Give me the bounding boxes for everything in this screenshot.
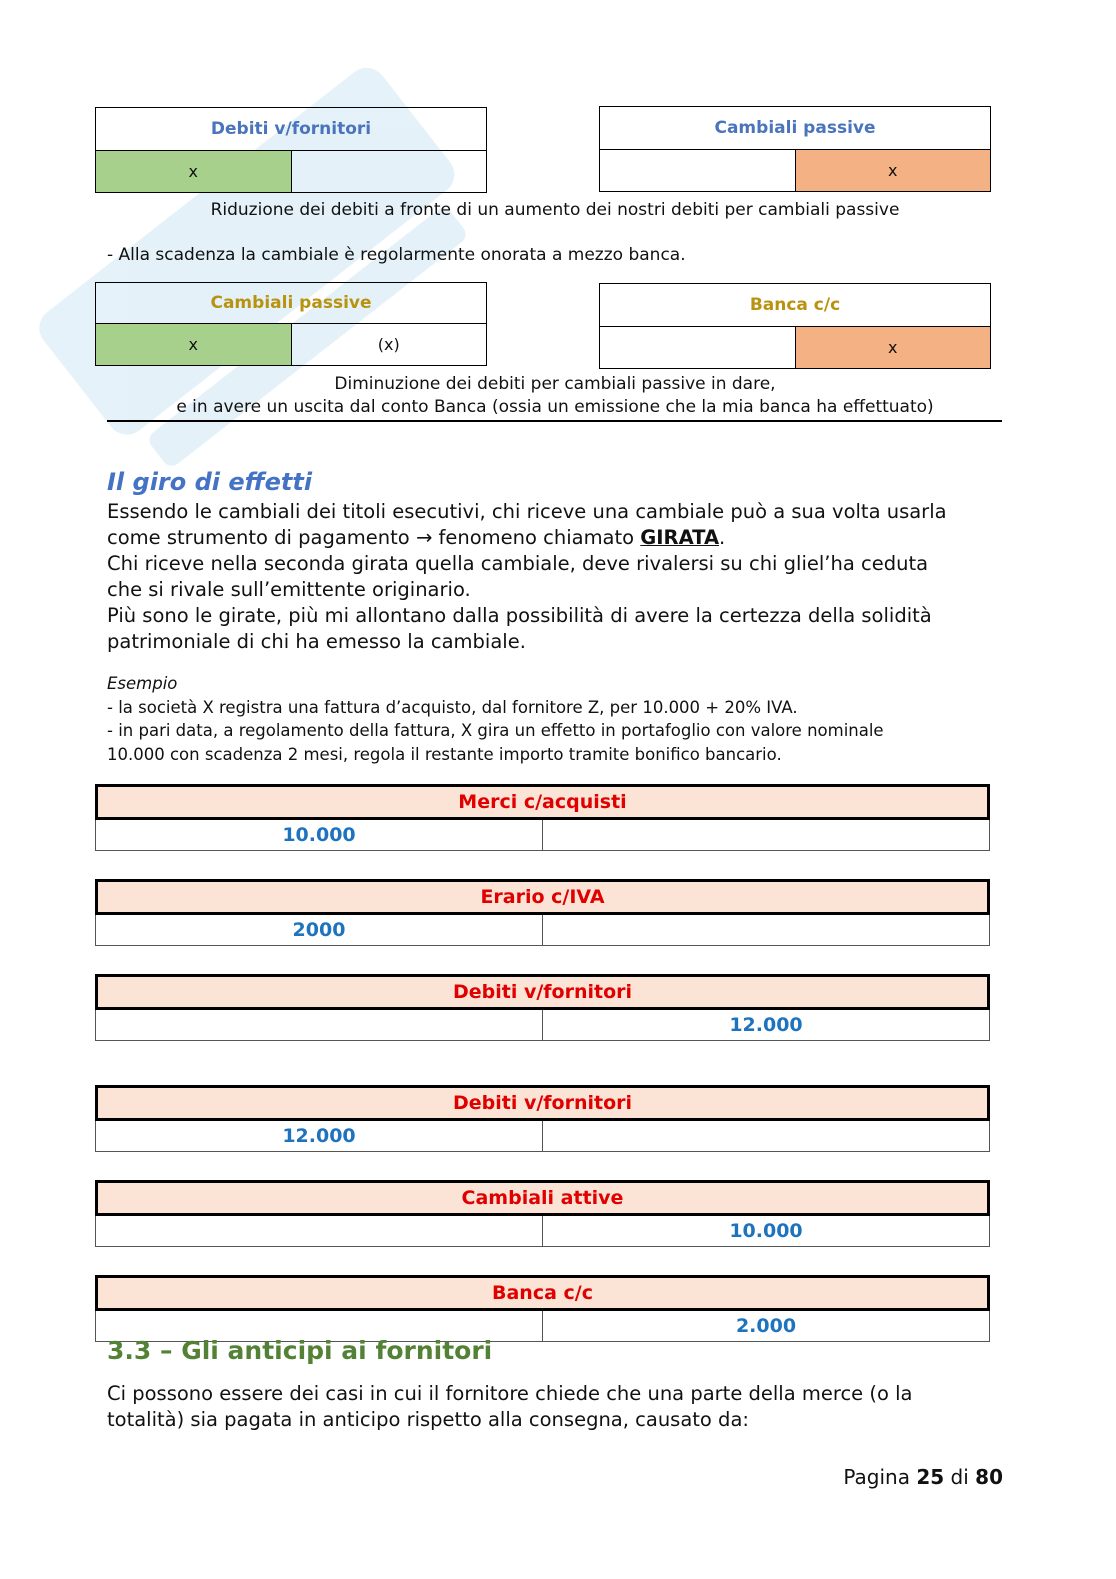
example-label: Esempio xyxy=(107,674,178,693)
ledger-title: Merci c/acquisti xyxy=(95,784,990,820)
t-account-title: Cambiali passive xyxy=(96,283,486,324)
ledger-title: Erario c/IVA xyxy=(95,879,990,915)
ledger-avere: 10.000 xyxy=(729,1220,803,1242)
t-account-cambiali-passive xyxy=(599,106,991,192)
ledger-dare: 2000 xyxy=(96,915,543,945)
ledger-title: Debiti v/fornitori xyxy=(95,974,990,1010)
t-account-title: Banca c/c xyxy=(600,284,990,327)
note-scadenza: - Alla scadenza la cambiale è regolarmente onorata a mezzo banca. xyxy=(107,245,686,265)
ledger-avere xyxy=(543,915,989,945)
page-total: 80 xyxy=(975,1465,1003,1489)
text-line: - la società X registra una fattura d’acquisto, dal fornitore Z, per 10.000 + 20% IVA. xyxy=(107,697,798,717)
t-account-title: Cambiali passive xyxy=(600,107,990,150)
ledger-title: Debiti v/fornitori xyxy=(95,1085,990,1121)
text-line: totalità) sia pagata in anticipo rispetto alla consegna, causato da: xyxy=(107,1408,749,1431)
t-account-avere xyxy=(292,151,487,192)
caption-riduzione-debiti: Riduzione dei debiti a fronte di un aumento dei nostri debiti per cambiali passive xyxy=(210,200,900,220)
text-segment: fenomeno chiamato xyxy=(438,526,635,549)
text-line: patrimoniale di chi ha emesso la cambiale. xyxy=(107,630,526,653)
t-account-dare: x xyxy=(96,151,292,192)
t-account-banca-cc xyxy=(599,283,991,369)
t-account-avere: x xyxy=(796,327,991,368)
t-account-avere: (x) xyxy=(377,335,400,354)
heading-giro-effetti: Il giro di effetti xyxy=(107,468,313,496)
ledger-dare xyxy=(96,1010,543,1040)
text-line: Essendo le cambiali dei titoli esecutivi, chi riceve una cambiale può a sua volta usarla xyxy=(107,500,947,523)
ledger-debiti-fornitori-2 xyxy=(95,1085,990,1152)
ledger-erario-iva xyxy=(95,879,990,946)
text-line: Più sono le girate, più mi allontano dalla possibilità di avere la certezza della solidità xyxy=(107,604,932,627)
ledger-cambiali-attive xyxy=(95,1180,990,1247)
t-account-dare: x xyxy=(96,324,292,365)
ledger-debiti-fornitori xyxy=(95,974,990,1041)
text-segment: . xyxy=(719,526,726,549)
text-segment: come strumento di pagamento xyxy=(107,526,410,549)
page-prefix: Pagina xyxy=(843,1465,910,1489)
ledger-dare xyxy=(96,1216,543,1246)
caption-diminuzione-debiti xyxy=(95,373,1015,419)
t-account-avere: x xyxy=(796,150,991,191)
girata-term: GIRATA xyxy=(640,526,720,549)
text-line: - in pari data, a regolamento della fattura, X gira un effetto in portafoglio con valore nominale xyxy=(107,721,884,740)
text-line: Chi riceve nella seconda girata quella cambiale, deve rivalersi su chi gliel’ha ceduta xyxy=(107,552,929,575)
t-account-debiti-fornitori xyxy=(95,107,487,193)
text-line: che si rivale sull’emittente originario. xyxy=(107,578,471,601)
section-paragraph xyxy=(107,1381,1007,1433)
page-of: di xyxy=(950,1465,969,1489)
ledger-merci-acquisti xyxy=(95,784,990,851)
t-account-cambiali-passive-2 xyxy=(95,282,487,366)
ledger-title: Cambiali attive xyxy=(95,1180,990,1216)
ledger-banca-cc xyxy=(95,1275,990,1342)
t-account-title: Debiti v/fornitori xyxy=(96,108,486,151)
ledger-avere: 2.000 xyxy=(735,1315,797,1337)
arrow-right-icon: → xyxy=(415,526,433,549)
divider xyxy=(107,420,1002,422)
t-account-dare xyxy=(600,150,796,191)
example-block xyxy=(107,672,1007,766)
ledger-avere xyxy=(543,1121,989,1151)
t-account-dare xyxy=(600,327,796,368)
paragraph-giro xyxy=(107,499,1007,655)
text-line xyxy=(107,525,1007,551)
caption-line: Diminuzione dei debiti per cambiali passive in dare, xyxy=(334,374,776,394)
page-number xyxy=(843,1465,1003,1489)
ledger-dare: 10.000 xyxy=(96,820,543,850)
caption-line: e in avere un uscita dal conto Banca (ossia un emissione che la mia banca ha effettuato) xyxy=(176,397,934,417)
text-line: Ci possono essere dei casi in cui il fornitore chiede che una parte della merce (o la xyxy=(107,1382,913,1405)
ledger-avere: 12.000 xyxy=(729,1014,803,1036)
section-title: 3.3 – Gli anticipi ai fornitori xyxy=(107,1336,493,1365)
ledger-title: Banca c/c xyxy=(95,1275,990,1311)
ledger-avere xyxy=(543,820,989,850)
text-line: 10.000 con scadenza 2 mesi, regola il restante importo tramite bonifico bancario. xyxy=(107,744,782,764)
ledger-dare: 12.000 xyxy=(96,1121,543,1151)
page-current: 25 xyxy=(916,1465,945,1489)
